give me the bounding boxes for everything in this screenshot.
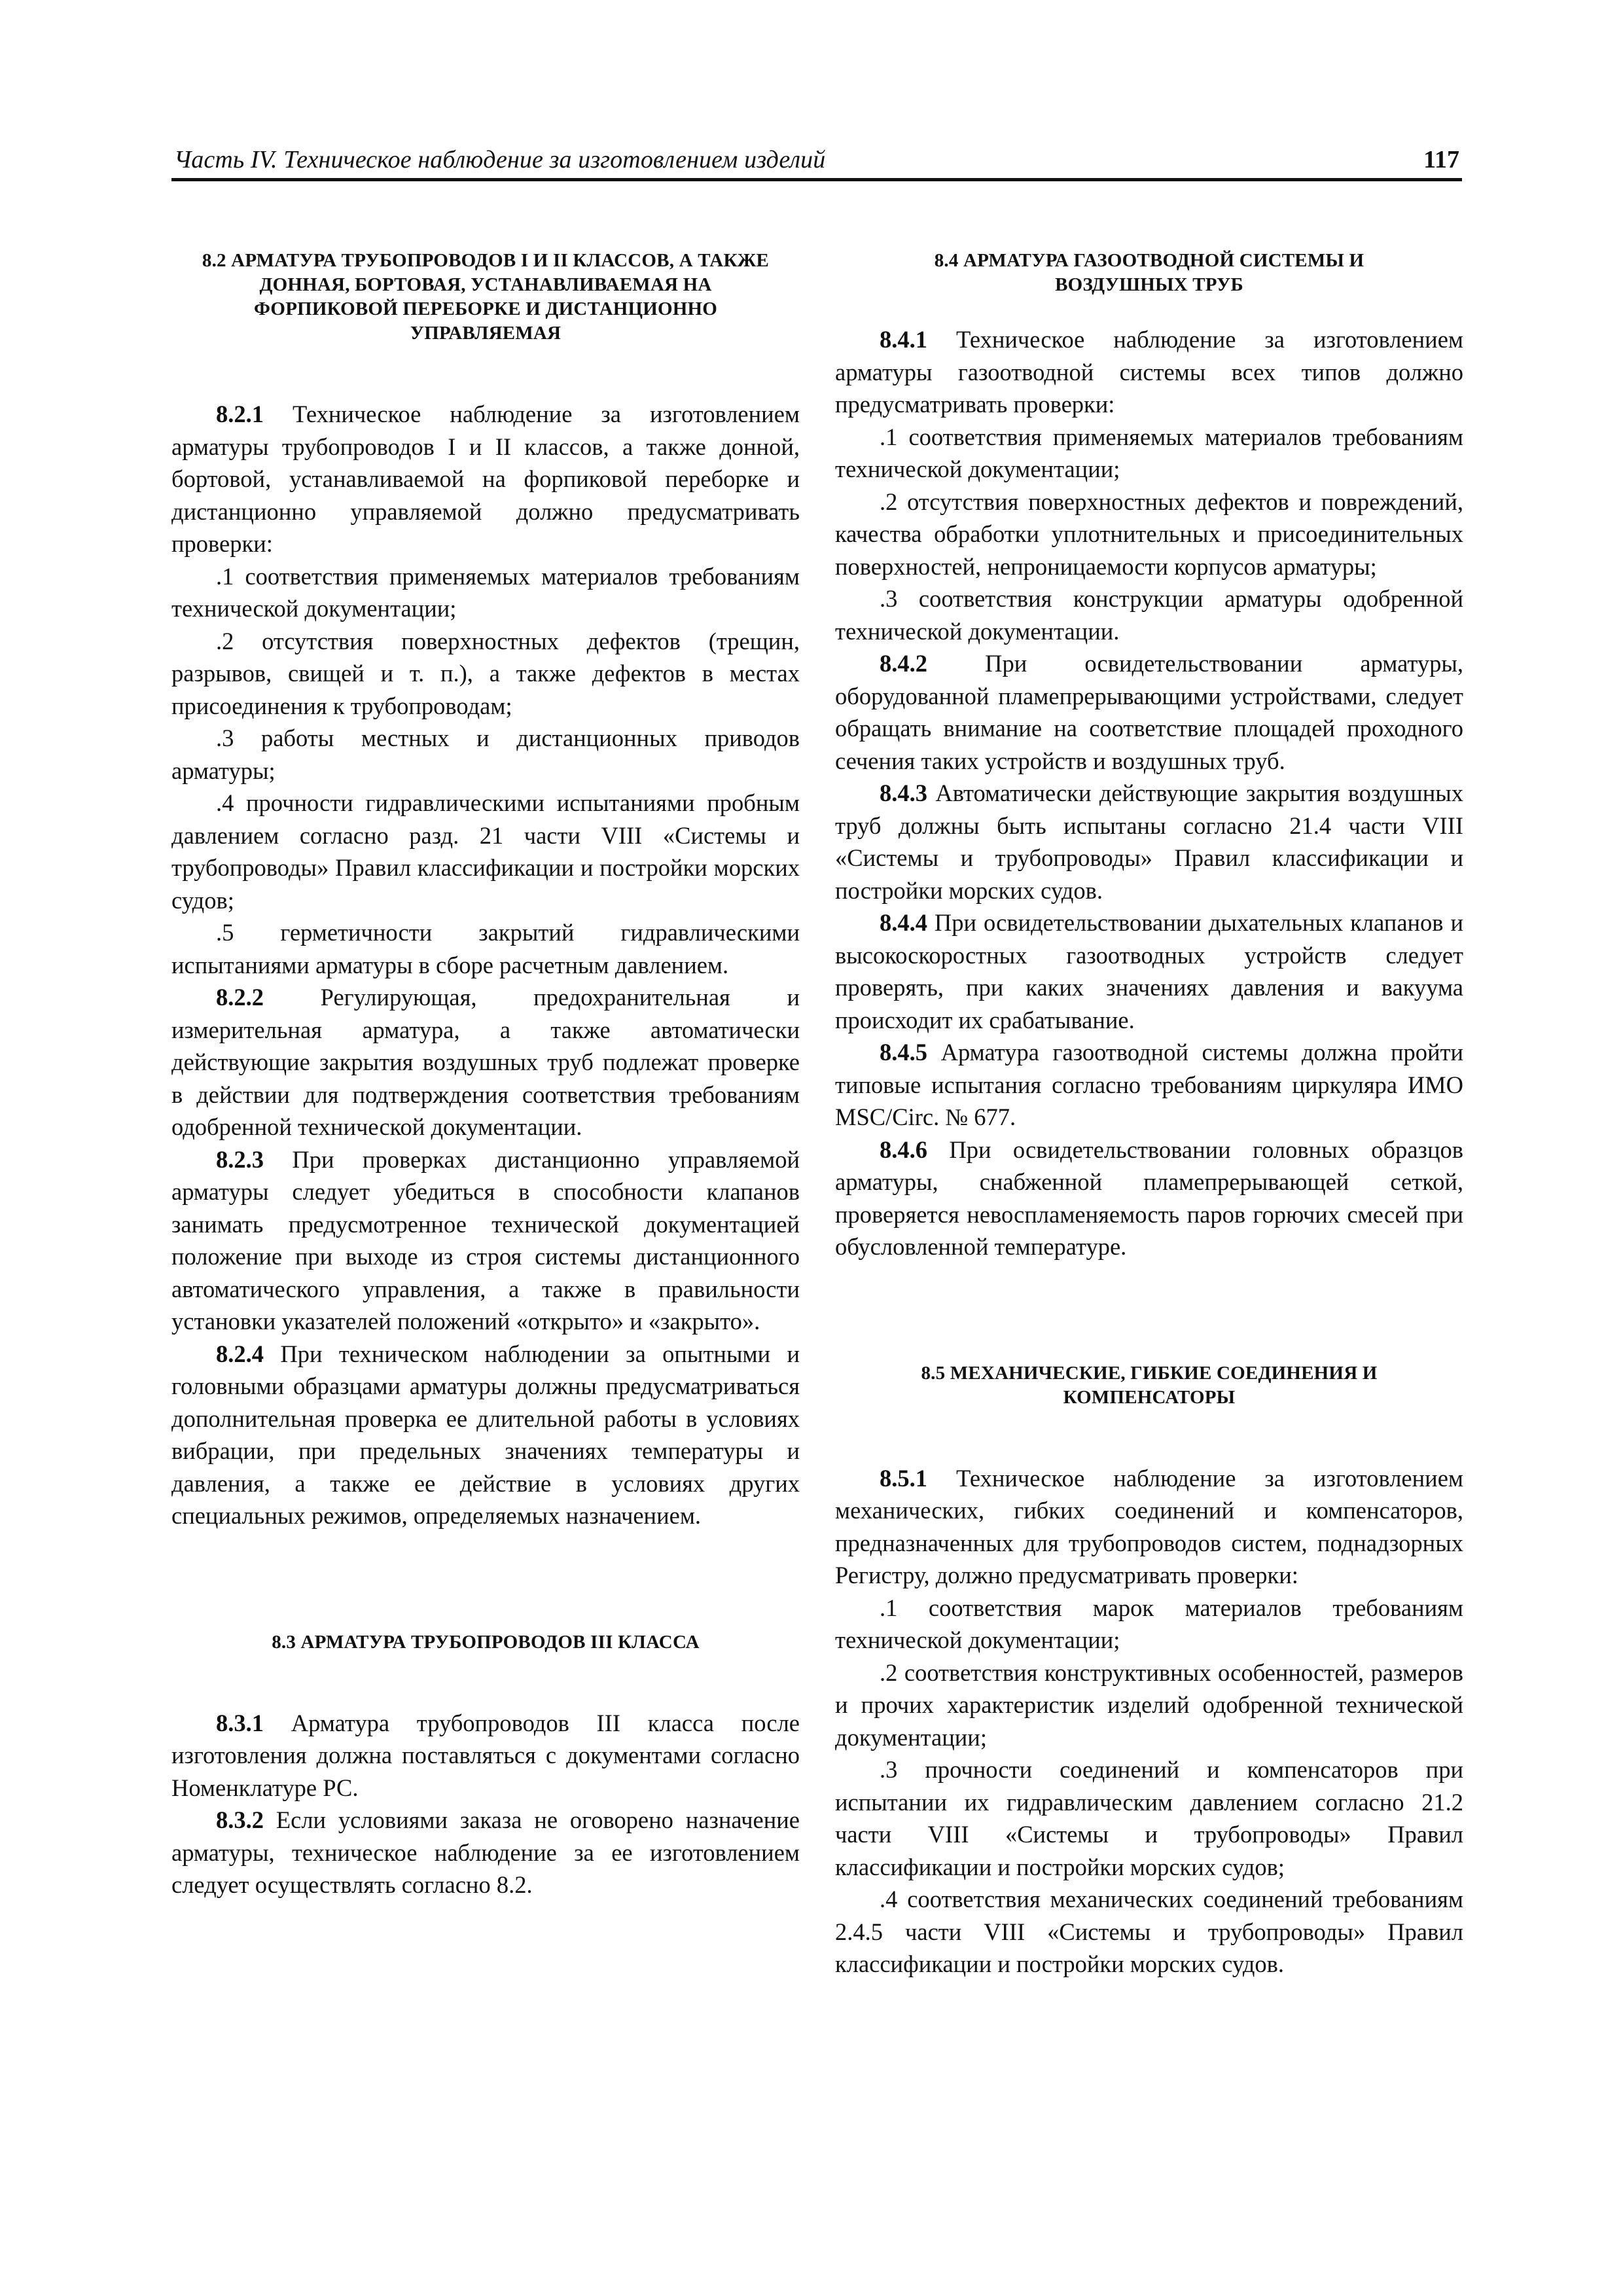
list-item: .1 соответствия применяемых материалов требованиям технической документации; (835, 423, 1463, 482)
paragraph-text: При освидетельствовании головных образцов арматуры, снабженной пламепрерывающей сеткой, проверяется невоспламеняемость паров горючих смесей при обусловленной температуре. (835, 1136, 1463, 1260)
paragraph-8-4-3 (835, 777, 1463, 906)
paragraph-8-4-1 (835, 323, 1463, 421)
paragraph-text: Автоматически действующие закрытия воздушных труб должны быть испытаны согласно 21.4 части VIII «Системы и трубопроводы» Правил классификации и постройки морских судов. (835, 780, 1463, 904)
header-title: Часть IV. Техническое наблюдение за изготовлением изделий (174, 146, 826, 173)
paragraph-number: 8.4.2 (880, 650, 927, 677)
paragraph-number: 8.3.1 (216, 1709, 264, 1736)
paragraph-number: 8.4.5 (880, 1039, 927, 1066)
paragraph-text: Техническое наблюдение за изготовлением механических, гибких соединений и компенсаторов, предназначенных для трубопроводов систем, поднадзорных Регистру, должно предусматривать проверки: (835, 1464, 1463, 1588)
paragraph-text: Арматура трубопроводов III класса после изготовления должна поставляться с документами согласно Номенклатуре РС. (171, 1709, 800, 1801)
paragraph-text: Если условиями заказа не оговорено назначение арматуры, техническое наблюдение за ее изготовлением следует осуществлять согласно 8.2. (171, 1806, 800, 1898)
list-item: .3 соответствия конструкции арматуры одобренной технической документации. (835, 585, 1463, 645)
section-heading-8-2: 8.2 АРМАТУРА ТРУБОПРОВОДОВ I И II КЛАССОВ, А ТАКЖЕ ДОННАЯ, БОРТОВАЯ, УСТАНАВЛИВАЕМАЯ НА ФОРПИКОВОЙ ПЕРЕБОРКЕ И ДИСТАНЦИОННО УПРАВЛЯЕМАЯ (202, 250, 770, 344)
paragraph-8-3-2 (171, 1804, 800, 1901)
paragraph-number: 8.4.3 (880, 780, 927, 806)
list-item: .4 прочности гидравлическими испытаниями пробным давлением согласно разд. 21 части VIII «Системы и трубопроводы» Правил классификации и постройки морских судов; (171, 789, 800, 914)
paragraph-8-2-4 (171, 1338, 800, 1532)
list-item: .2 соответствия конструктивных особенностей, размеров и прочих характеристик изделий одобренной технической документации; (835, 1659, 1463, 1751)
list-item: .1 соответствия применяемых материалов требованиям технической документации; (171, 562, 800, 622)
section-heading-8-5: 8.5 МЕХАНИЧЕСКИЕ, ГИБКИЕ СОЕДИНЕНИЯ И КОМПЕНСАТОРЫ (921, 1362, 1378, 1408)
paragraph-number: 8.3.2 (216, 1806, 264, 1833)
paragraph-8-2-2 (171, 981, 800, 1143)
paragraph-text: При освидетельствовании дыхательных клапанов и высокоскоростных газоотводных устройств следует проверять, при каких значениях давления и вакуума происходит их срабатывание. (835, 909, 1463, 1033)
paragraph-text: Арматура газоотводной системы должна пройти типовые испытания согласно требованиям циркуляра ИМО MSC/Circ. № 677. (835, 1039, 1463, 1130)
list-item: .3 прочности соединений и компенсаторов при испытании их гидравлическим давлением согласно 21.2 части VIII «Системы и трубопроводы» Правил классификации и постройки морских судов; (835, 1756, 1463, 1880)
paragraph-text: При техническом наблюдении за опытными и головными образцами арматуры должны предусматриваться дополнительная проверка ее длительной работы в условиях вибрации, при предельных значениях температуры и давления, а также ее действие в условиях других специальных режимов, определяемых назначением. (171, 1340, 800, 1529)
list-item: .2 отсутствия поверхностных дефектов (трещин, разрывов, свищей и т. п.), а также дефектов в местах присоединения к трубопроводам; (171, 627, 800, 719)
paragraph-8-4-6 (835, 1134, 1463, 1263)
list-item: .1 соответствия марок материалов требованиям технической документации; (835, 1594, 1463, 1653)
paragraph-text: При проверках дистанционно управляемой арматуры следует убедиться в способности клапанов занимать предусмотренное технической документацией положение при выходе из строя системы дистанционного автоматического управления, а также в правильности установки указателей положений «открыто» и «закрыто». (171, 1145, 800, 1335)
paragraph-number: 8.5.1 (880, 1464, 927, 1492)
paragraph-8-2-3 (171, 1143, 800, 1338)
paragraph-text: Техническое наблюдение за изготовлением арматуры трубопроводов I и II классов, а также донной, бортовой, устанавливаемой на форпиковой переборке и дистанционно управляемой должно предусматривать проверки: (171, 401, 800, 557)
left-column (171, 249, 800, 1901)
paragraph-number: 8.4.6 (880, 1136, 927, 1163)
paragraph-number: 8.2.2 (216, 984, 264, 1011)
paragraph-text: Техническое наблюдение за изготовлением арматуры газоотводной системы всех типов должно предусматривать проверки: (835, 326, 1463, 418)
paragraph-number: 8.2.1 (216, 401, 264, 427)
section-heading-8-3: 8.3 АРМАТУРА ТРУБОПРОВОДОВ III КЛАССА (272, 1631, 700, 1653)
paragraph-number: 8.4.4 (880, 909, 927, 936)
paragraph-number: 8.2.4 (216, 1340, 264, 1367)
paragraph-number: 8.2.3 (216, 1145, 264, 1173)
running-header (171, 141, 1462, 181)
list-item: .5 герметичности закрытий гидравлическими испытаниями арматуры в сборе расчетным давлением. (171, 919, 800, 978)
paragraph-8-3-1 (171, 1707, 800, 1804)
paragraph-8-4-5 (835, 1036, 1463, 1134)
list-item: .4 соответствия механических соединений требованиям 2.4.5 части VIII «Системы и трубопроводы» Правил классификации и постройки морских судов. (835, 1886, 1463, 1977)
paragraph-text: Регулирующая, предохранительная и измерительная арматура, а также автоматически действующие закрытия воздушных труб подлежат проверке в действии для подтверждения соответствия требованиям одобренной технической документации. (171, 984, 800, 1140)
paragraph-8-5-1 (835, 1462, 1463, 1592)
section-heading-8-4: 8.4 АРМАТУРА ГАЗООТВОДНОЙ СИСТЕМЫ И ВОЗДУШНЫХ ТРУБ (934, 250, 1364, 295)
paragraph-8-4-2 (835, 647, 1463, 777)
right-column (835, 249, 1463, 1981)
page-number: 117 (1423, 146, 1459, 173)
paragraph-text: При освидетельствовании арматуры, оборудованной пламепрерывающими устройствами, следует обращать внимание на соответствие площадей проходного сечения таких устройств и воздушных труб. (835, 650, 1463, 774)
paragraph-number: 8.4.1 (880, 326, 927, 353)
list-item: .2 отсутствия поверхностных дефектов и повреждений, качества обработки уплотнительных и присоединительных поверхностей, непроницаемости корпусов арматуры; (835, 488, 1463, 580)
paragraph-8-4-4 (835, 906, 1463, 1036)
list-item: .3 работы местных и дистанционных приводов арматуры; (171, 725, 800, 784)
paragraph-8-2-1 (171, 398, 800, 560)
